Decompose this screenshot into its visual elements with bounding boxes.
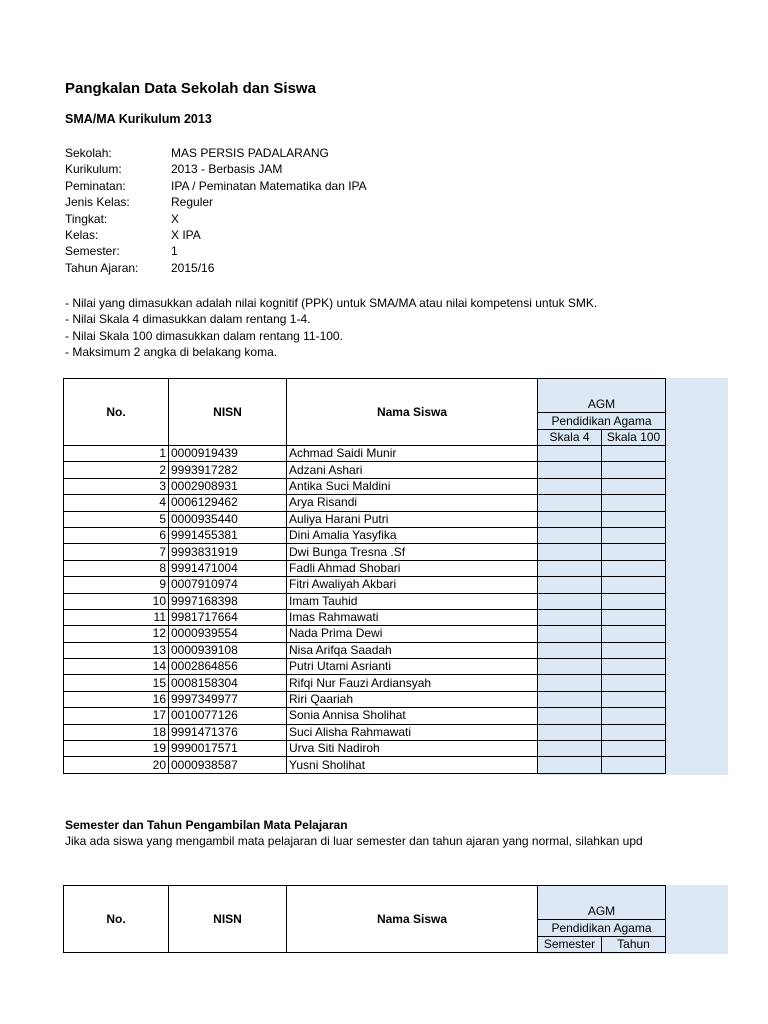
input-skala-4[interactable] xyxy=(538,626,602,642)
cell-nisn: 9993917282 xyxy=(169,462,287,478)
cell-nama: Fadli Ahmad Shobari xyxy=(287,560,538,576)
info-value: 1 xyxy=(171,244,178,259)
header-no: No. xyxy=(64,379,169,446)
cell-no: 2 xyxy=(64,462,169,478)
input-skala-4[interactable] xyxy=(538,659,602,675)
cell-no: 7 xyxy=(64,544,169,560)
input-skala-4[interactable] xyxy=(538,577,602,593)
table-row xyxy=(64,577,666,593)
input-skala-4[interactable] xyxy=(538,609,602,625)
info-label: Kelas: xyxy=(65,227,99,242)
input-skala-4[interactable] xyxy=(538,593,602,609)
cell-nama: Nada Prima Dewi xyxy=(287,626,538,642)
note-item: - Nilai Skala 4 dimasukkan dalam rentang 1-4. xyxy=(65,312,311,327)
input-skala-100[interactable] xyxy=(602,495,666,511)
info-label: Semester: xyxy=(65,244,120,259)
cell-no: 16 xyxy=(64,691,169,707)
info-row-jenis-kelas xyxy=(65,194,367,210)
input-skala-100[interactable] xyxy=(602,626,666,642)
info-value: X xyxy=(171,211,180,226)
header-semester: Semester xyxy=(538,936,602,952)
cell-nisn: 0010077126 xyxy=(169,708,287,724)
cell-no: 18 xyxy=(64,724,169,740)
input-skala-100[interactable] xyxy=(602,527,666,543)
note-item: - Nilai Skala 100 dimasukkan dalam rentang 11-100. xyxy=(65,328,343,343)
table-row xyxy=(64,609,666,625)
cell-nama: Putri Utami Asrianti xyxy=(287,659,538,675)
header-nama: Nama Siswa xyxy=(287,379,538,446)
table-row xyxy=(64,757,666,773)
cell-nama: Riri Qaariah xyxy=(287,691,538,707)
header-tahun: Tahun xyxy=(602,936,666,952)
header-nama: Nama Siswa xyxy=(287,886,538,953)
input-skala-100[interactable] xyxy=(602,560,666,576)
cell-nisn: 0000939108 xyxy=(169,642,287,658)
input-skala-4[interactable] xyxy=(538,741,602,757)
cell-nama: Arya Risandi xyxy=(287,495,538,511)
cell-nisn: 9991471376 xyxy=(169,724,287,740)
cell-nisn: 0002864856 xyxy=(169,659,287,675)
input-skala-100[interactable] xyxy=(602,577,666,593)
cell-nisn: 9997349977 xyxy=(169,691,287,707)
input-skala-100[interactable] xyxy=(602,446,666,462)
table-row xyxy=(64,708,666,724)
cell-nisn: 0006129462 xyxy=(169,495,287,511)
cell-nisn: 9991471004 xyxy=(169,560,287,576)
header-skala-100: Skala 100 xyxy=(602,429,666,445)
input-skala-100[interactable] xyxy=(602,478,666,494)
cell-nisn: 9991455381 xyxy=(169,527,287,543)
cell-nama: Dwi Bunga Tresna .Sf xyxy=(287,544,538,560)
header-skala-4: Skala 4 xyxy=(538,429,602,445)
input-skala-4[interactable] xyxy=(538,642,602,658)
cell-no: 10 xyxy=(64,593,169,609)
input-skala-4[interactable] xyxy=(538,527,602,543)
header-nisn: NISN xyxy=(169,379,287,446)
table-row xyxy=(64,593,666,609)
info-row-kurikulum xyxy=(65,161,367,177)
input-skala-4[interactable] xyxy=(538,462,602,478)
input-skala-100[interactable] xyxy=(602,757,666,773)
notes xyxy=(65,295,597,361)
input-skala-4[interactable] xyxy=(538,691,602,707)
table-row xyxy=(64,527,666,543)
info-row-peminatan xyxy=(65,178,367,194)
input-skala-4[interactable] xyxy=(538,544,602,560)
info-label: Tingkat: xyxy=(65,211,108,226)
cell-nama: Dini Amalia Yasyfika xyxy=(287,527,538,543)
cell-no: 6 xyxy=(64,527,169,543)
info-row-tahun-ajaran xyxy=(65,260,367,276)
page-title: Pangkalan Data Sekolah dan Siswa xyxy=(65,80,316,97)
input-skala-100[interactable] xyxy=(602,675,666,691)
cell-nisn: 0007910974 xyxy=(169,577,287,593)
cell-nama: Urva Siti Nadiroh xyxy=(287,741,538,757)
cell-no: 3 xyxy=(64,478,169,494)
cell-no: 13 xyxy=(64,642,169,658)
cell-no: 14 xyxy=(64,659,169,675)
input-skala-100[interactable] xyxy=(602,609,666,625)
input-skala-100[interactable] xyxy=(602,659,666,675)
input-skala-4[interactable] xyxy=(538,757,602,773)
table-row xyxy=(64,691,666,707)
table-row xyxy=(64,659,666,675)
cell-no: 1 xyxy=(64,446,169,462)
input-skala-4[interactable] xyxy=(538,724,602,740)
input-skala-4[interactable] xyxy=(538,478,602,494)
input-skala-100[interactable] xyxy=(602,544,666,560)
cell-no: 17 xyxy=(64,708,169,724)
grades-table xyxy=(63,378,666,774)
info-label: Kurikulum: xyxy=(65,162,122,177)
input-skala-4[interactable] xyxy=(538,708,602,724)
cell-nisn: 0000919439 xyxy=(169,446,287,462)
info-value: IPA / Peminatan Matematika dan IPA xyxy=(171,178,367,193)
cell-nama: Rifqi Nur Fauzi Ardiansyah xyxy=(287,675,538,691)
cell-no: 4 xyxy=(64,495,169,511)
table-row xyxy=(64,462,666,478)
input-skala-4[interactable] xyxy=(538,495,602,511)
info-value: Reguler xyxy=(171,195,214,210)
cell-nama: Antika Suci Maldini xyxy=(287,478,538,494)
header-no: No. xyxy=(64,886,169,953)
header-subject-code: AGM xyxy=(538,396,666,412)
cell-nama: Auliya Harani Putri xyxy=(287,511,538,527)
cell-nama: Imam Tauhid xyxy=(287,593,538,609)
semester-table xyxy=(63,885,666,953)
header-blank xyxy=(538,886,666,904)
input-skala-4[interactable] xyxy=(538,560,602,576)
info-value: 2013 - Berbasis JAM xyxy=(171,162,283,177)
table-row xyxy=(64,741,666,757)
cell-nama: Imas Rahmawati xyxy=(287,609,538,625)
cell-no: 5 xyxy=(64,511,169,527)
cell-nisn: 0008158304 xyxy=(169,675,287,691)
input-skala-100[interactable] xyxy=(602,741,666,757)
input-skala-100[interactable] xyxy=(602,691,666,707)
input-skala-100[interactable] xyxy=(602,462,666,478)
cell-nisn: 9990017571 xyxy=(169,741,287,757)
cell-no: 8 xyxy=(64,560,169,576)
table-row xyxy=(64,675,666,691)
page-subtitle: SMA/MA Kurikulum 2013 xyxy=(65,112,212,126)
info-label: Tahun Ajaran: xyxy=(65,260,139,275)
cell-no: 19 xyxy=(64,741,169,757)
cell-nisn: 0000938587 xyxy=(169,757,287,773)
cell-nisn: 9993831919 xyxy=(169,544,287,560)
info-row-semester xyxy=(65,243,367,259)
header-blank xyxy=(538,379,666,397)
cell-nama: Nisa Arifqa Saadah xyxy=(287,642,538,658)
cell-nisn: 0000939554 xyxy=(169,626,287,642)
input-skala-100[interactable] xyxy=(602,708,666,724)
table-row xyxy=(64,446,666,462)
cell-nama: Yusni Sholihat xyxy=(287,757,538,773)
note-item: - Nilai yang dimasukkan adalah nilai kognitif (PPK) untuk SMA/MA atau nilai kompetensi untuk SMK. xyxy=(65,296,598,310)
table-row xyxy=(64,642,666,658)
info-value: 2015/16 xyxy=(171,260,215,275)
table-row xyxy=(64,560,666,576)
input-skala-4[interactable] xyxy=(538,675,602,691)
info-label: Sekolah: xyxy=(65,146,112,160)
cell-no: 12 xyxy=(64,626,169,642)
table-row xyxy=(64,626,666,642)
cell-nisn: 0002908931 xyxy=(169,478,287,494)
input-skala-100[interactable] xyxy=(602,642,666,658)
cell-nama: Adzani Ashari xyxy=(287,462,538,478)
cell-no: 9 xyxy=(64,577,169,593)
cell-nisn: 9981717664 xyxy=(169,609,287,625)
section2-description: Jika ada siswa yang mengambil mata pelajaran di luar semester dan tahun ajaran yang normal, silahkan upd xyxy=(65,834,643,848)
info-label: Jenis Kelas: xyxy=(65,195,130,210)
cell-no: 15 xyxy=(64,675,169,691)
cell-nama: Fitri Awaliyah Akbari xyxy=(287,577,538,593)
info-label: Peminatan: xyxy=(65,178,126,193)
cell-nama: Sonia Annisa Sholihat xyxy=(287,708,538,724)
cell-no: 11 xyxy=(64,609,169,625)
input-skala-100[interactable] xyxy=(602,593,666,609)
input-skala-100[interactable] xyxy=(602,724,666,740)
input-skala-4[interactable] xyxy=(538,446,602,462)
info-value: MAS PERSIS PADALARANG xyxy=(171,146,329,160)
table-row xyxy=(64,478,666,494)
header-subject-code: AGM xyxy=(538,903,666,919)
info-row-tingkat xyxy=(65,211,367,227)
input-skala-4[interactable] xyxy=(538,511,602,527)
cell-no: 20 xyxy=(64,757,169,773)
table-row xyxy=(64,544,666,560)
note-item: - Maksimum 2 angka di belakang koma. xyxy=(65,345,278,360)
input-skala-100[interactable] xyxy=(602,511,666,527)
table-row xyxy=(64,724,666,740)
table-row xyxy=(64,495,666,511)
info-value: X IPA xyxy=(171,227,201,242)
table-row xyxy=(64,511,666,527)
cell-nama: Suci Alisha Rahmawati xyxy=(287,724,538,740)
section2-title: Semester dan Tahun Pengambilan Mata Pelajaran xyxy=(65,818,348,832)
school-info xyxy=(65,145,367,276)
cell-nisn: 0000935440 xyxy=(169,511,287,527)
header-subject-name: Pendidikan Agama xyxy=(538,413,666,429)
info-row-kelas xyxy=(65,227,367,243)
header-nisn: NISN xyxy=(169,886,287,953)
cell-nama: Achmad Saidi Munir xyxy=(287,446,538,462)
header-subject-name: Pendidikan Agama xyxy=(538,920,666,936)
info-row-sekolah xyxy=(65,145,367,161)
cell-nisn: 9997168398 xyxy=(169,593,287,609)
